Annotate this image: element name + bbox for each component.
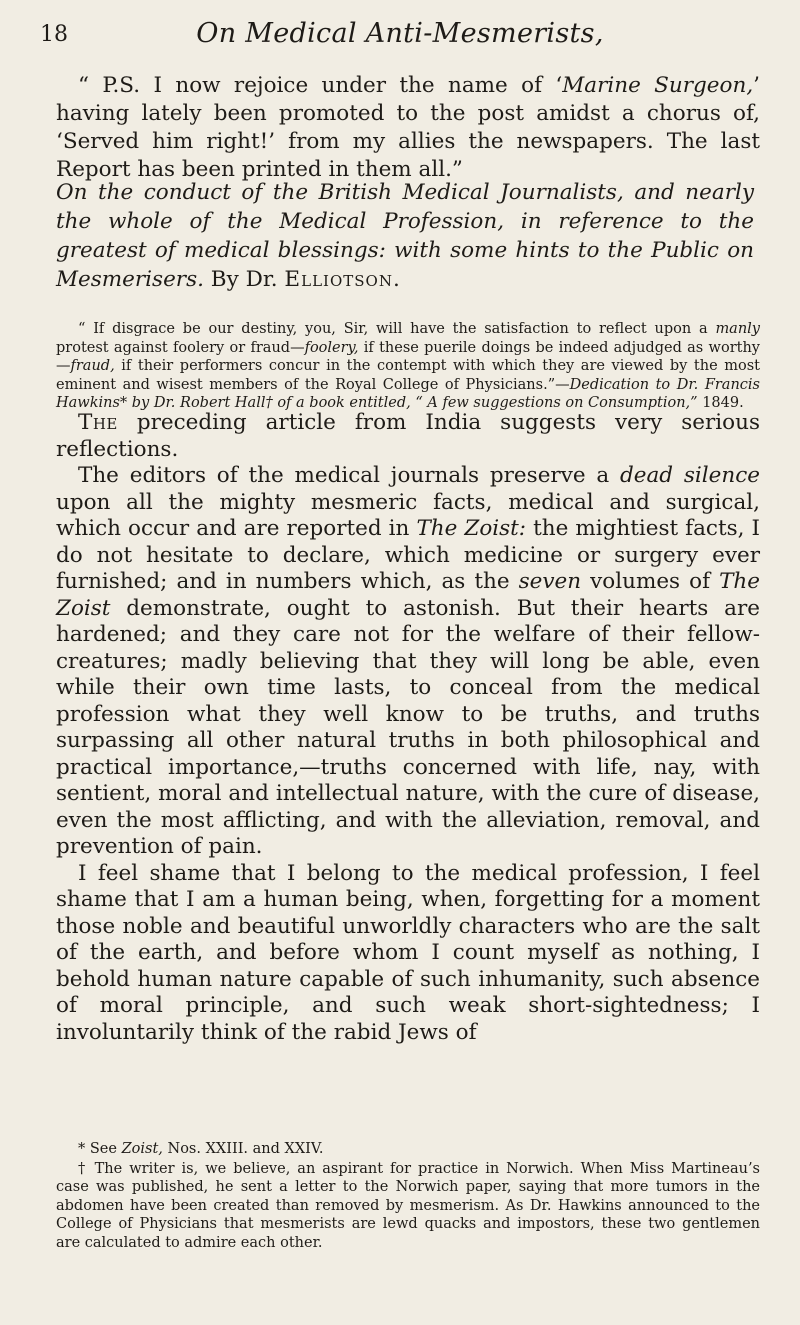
ps-text-1: “ P.S. I now rejoice under the name of ‘	[78, 73, 563, 98]
ps-text-2: ’ having lately been promoted to the post amidst a chorus of, ‘Served him right!’ from my allies the newspapers. The last Report has been printed in them all.”	[56, 73, 760, 182]
epigraph-t1: “ If disgrace be our destiny, you, Sir, will have the satisfaction to reflect upon a	[78, 321, 716, 337]
article-title-italic: On the conduct of the British Medical Journalists, and nearly the whole of the Medical Profession, in reference to the greatest of medical blessings: with some hints to the Public on Mesmerisers.	[56, 180, 754, 292]
body-paragraph-2	[56, 463, 760, 861]
page-number: 18	[40, 22, 68, 47]
footnote-2: † The writer is, we believe, an aspirant for practice in Norwich. When Miss Martineau’s case was published, he sent a letter to the Norwich paper, saying that more tumors in the abdomen have been created than removed by mesmerism. As Dr. Hawkins announced to the College of Physicians that mesmerists are lewd quacks and impostors, these two gentlemen are calculated to admire each other.	[56, 1160, 760, 1251]
p2-t5: demonstrate, ought to astonish. But their hearts are hardened; and they care not for the welfare of their fellow-creatures; madly believing that they will long be able, even while their own time lasts, to conceal from the medical profession what they well know to be truths, and truths surpassing all other natural truths in both philosophical and practical importance,—truths concerned with life, nay, with sentient, moral and intellectual nature, with the cure of disease, even the most afflicting, and with the alleviation, removal, and prevention of pain.	[56, 595, 760, 859]
footnote-1-text: Nos. XXIII. and XXIV.	[162, 1141, 324, 1157]
epigraph-t5: 1849.	[697, 395, 744, 411]
epigraph-i2: foolery,	[304, 339, 359, 356]
footnote-1-italic: Zoist,	[121, 1141, 163, 1157]
epigraph-i4: Dedication to Dr. Francis Hawkins* by Dr. Robert Hall† of a book entitled, “ A few suggestions on Consumption,”	[56, 376, 760, 411]
article-title	[56, 178, 754, 294]
epigraph-t3: if these puerile doings be indeed adjudged as worthy—	[56, 339, 760, 374]
postscript-paragraph	[56, 72, 760, 184]
p2-t2: upon all the mighty mesmeric facts, medical and surgical, which occur and are reported in	[56, 489, 760, 541]
p2-i4: The Zoist	[56, 569, 760, 621]
article-title-by: By Dr.	[210, 267, 278, 292]
body-paragraph-3: I feel shame that I belong to the medical profession, I feel shame that I am a human being, when, forgetting for a moment those noble and beautiful unworldly characters who are the salt of the earth, and before whom I count myself as nothing, I behold human nature capable of such inhumanity, such absence of moral principle, and such weak short-sightedness; I involuntarily think of the rabid Jews of	[56, 860, 760, 1045]
running-head: On Medical Anti-Mesmerists,	[196, 18, 604, 49]
epigraph-i3: fraud,	[70, 358, 115, 374]
p2-i3: seven	[518, 569, 582, 594]
p2-t4: volumes of	[581, 569, 720, 594]
body-paragraph-1	[56, 410, 760, 463]
p2-t3: the mightiest facts, I do not hesitate to declare, which medicine or surgery ever furnished; and in numbers which, as the	[56, 516, 760, 594]
epigraph-t4: if their performers concur in the contempt with which they are viewed by the most eminent and wisest members of the Royal College of Physicians.”—	[56, 358, 760, 393]
article-body	[56, 410, 760, 1046]
p1-rest: preceding article from India suggests very serious reflections.	[56, 410, 760, 462]
p2-i2: The Zoist:	[416, 516, 527, 541]
p2-i1: dead silence	[620, 463, 760, 488]
page-header	[40, 18, 760, 58]
article-author: Elliotson.	[284, 267, 401, 292]
footnote-1-mark: * See	[78, 1141, 122, 1157]
epigraph-t2: protest against foolery or fraud—	[56, 339, 305, 356]
footnotes	[56, 1140, 760, 1253]
p2-t1: The editors of the medical journals preserve a	[78, 463, 620, 488]
epigraph-i1: manly	[715, 321, 760, 337]
epigraph-quote	[56, 320, 760, 413]
footnote-1	[56, 1140, 760, 1159]
ps-italic-1: Marine Surgeon,	[562, 73, 754, 98]
p1-lead-word: The	[78, 410, 118, 435]
